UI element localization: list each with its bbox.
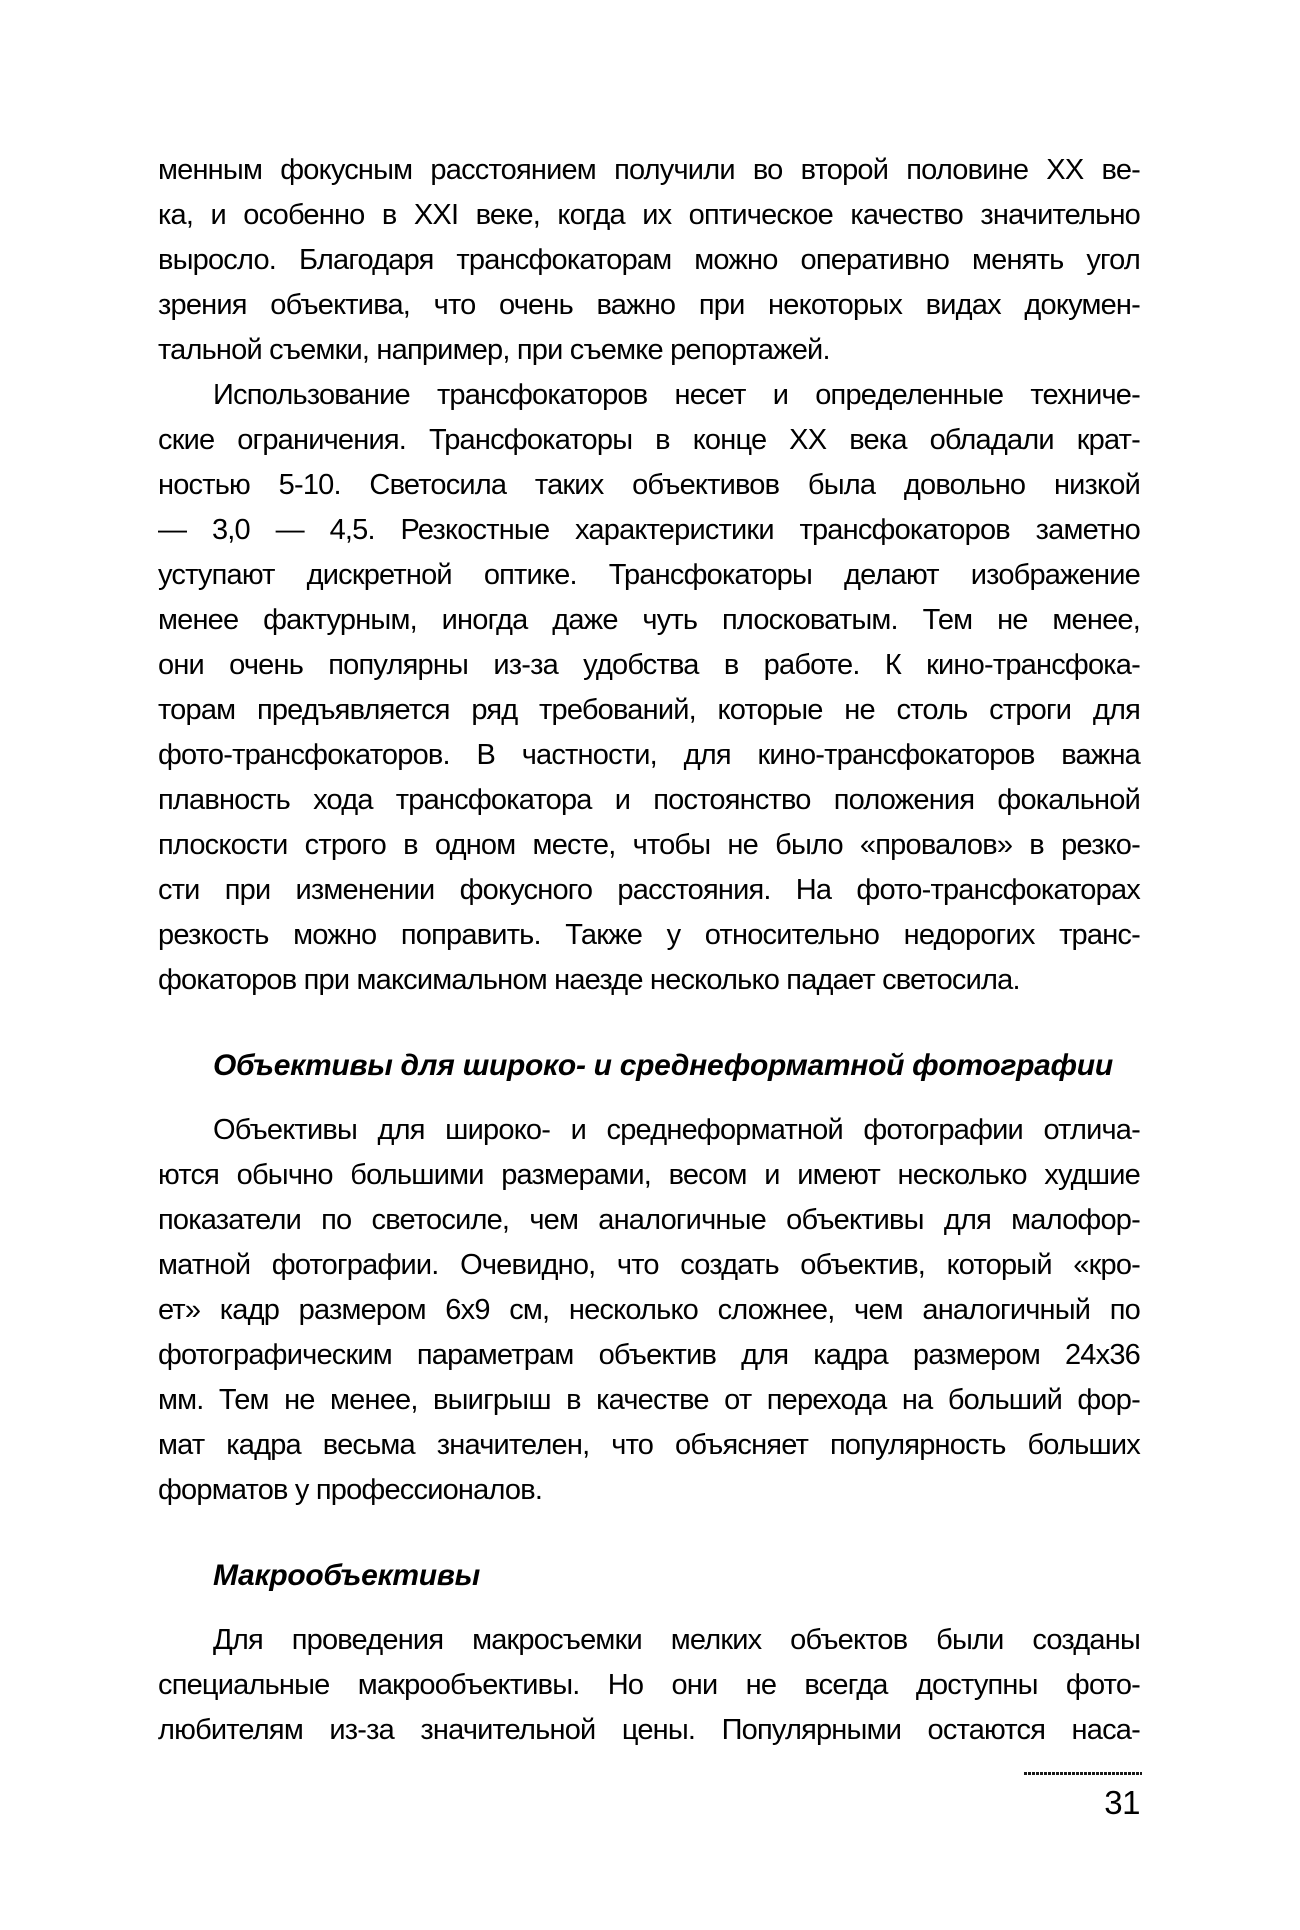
text-line: ностью 5-10. Светосила таких объективов была довольно низкой — [158, 469, 1140, 501]
text-line: ются обычно большими размерами, весом и имеют несколько худшие — [158, 1159, 1140, 1191]
text-line: тальной съемки, например, при съемке репортажей. — [158, 334, 830, 366]
text-line: Для проведения макросъемки мелких объектов были созданы — [213, 1624, 1140, 1656]
text-line: фотографическим параметрам объектив для кадра размером 24х36 — [158, 1339, 1140, 1371]
text-line: плавность хода трансфокатора и постоянство положения фокальной — [158, 784, 1140, 816]
text-line: Объективы для широко- и среднеформатной фотографии отлича- — [213, 1114, 1140, 1146]
text-line: мм. Тем не менее, выигрыш в качестве от перехода на больший фор- — [158, 1384, 1140, 1416]
text-line: показатели по светосиле, чем аналогичные объективы для малофор- — [158, 1204, 1140, 1236]
footer-dotted-rule — [1024, 1772, 1142, 1775]
section-heading-wide-medium-format: Объективы для широко- и среднеформатной фотографии — [213, 1049, 1113, 1082]
text-line: ка, и особенно в XXI веке, когда их оптическое качество значительно — [158, 199, 1140, 231]
text-line: плоскости строго в одном месте, чтобы не было «провалов» в резко- — [158, 829, 1140, 861]
text-line: менным фокусным расстоянием получили во второй половине XX ве- — [158, 154, 1140, 186]
paragraph-continuation — [158, 148, 1140, 373]
page-footer — [1024, 1772, 1142, 1822]
text-line: они очень популярны из-за удобства в работе. К кино-трансфока- — [158, 649, 1140, 681]
text-line: менее фактурным, иногда даже чуть плосковатым. Тем не менее, — [158, 604, 1140, 636]
text-line: уступают дискретной оптике. Трансфокаторы делают изображение — [158, 559, 1140, 591]
paragraph-zoom-limitations — [158, 373, 1140, 1003]
text-line: ет» кадр размером 6х9 см, несколько сложнее, чем аналогичный по — [158, 1294, 1140, 1326]
text-line: резкость можно поправить. Также у относительно недорогих транс- — [158, 919, 1140, 951]
text-line: Использование трансфокаторов несет и определенные техниче- — [213, 379, 1140, 411]
text-line: ские ограничения. Трансфокаторы в конце XX века обладали крат- — [158, 424, 1140, 456]
text-line: фото-трансфокаторов. В частности, для кино-трансфокаторов важна — [158, 739, 1140, 771]
text-line: сти при изменении фокусного расстояния. На фото-трансфокаторах — [158, 874, 1140, 906]
text-line: зрения объектива, что очень важно при некоторых видах докумен- — [158, 289, 1140, 321]
text-line: специальные макрообъективы. Но они не всегда доступны фото- — [158, 1669, 1140, 1701]
text-column — [158, 148, 1140, 1753]
text-line: выросло. Благодаря трансфокаторам можно оперативно менять угол — [158, 244, 1140, 276]
text-line: матной фотографии. Очевидно, что создать объектив, который «кро- — [158, 1249, 1140, 1281]
section-heading-macro-lenses: Макрообъективы — [213, 1559, 480, 1592]
text-line: форматов у профессионалов. — [158, 1474, 543, 1506]
text-line: мат кадра весьма значителен, что объясняет популярность больших — [158, 1429, 1140, 1461]
page-number: 31 — [1104, 1784, 1140, 1821]
text-line: — 3,0 — 4,5. Резкостные характеристики трансфокаторов заметно — [158, 514, 1140, 546]
text-line: торам предъявляется ряд требований, которые не столь строги для — [158, 694, 1140, 726]
paragraph-macro-lenses — [158, 1618, 1140, 1753]
text-line: любителям из-за значительной цены. Популярными остаются наса- — [158, 1714, 1140, 1746]
text-line: фокаторов при максимальном наезде несколько падает светосила. — [158, 964, 1020, 996]
paragraph-wide-medium-format — [158, 1108, 1140, 1513]
